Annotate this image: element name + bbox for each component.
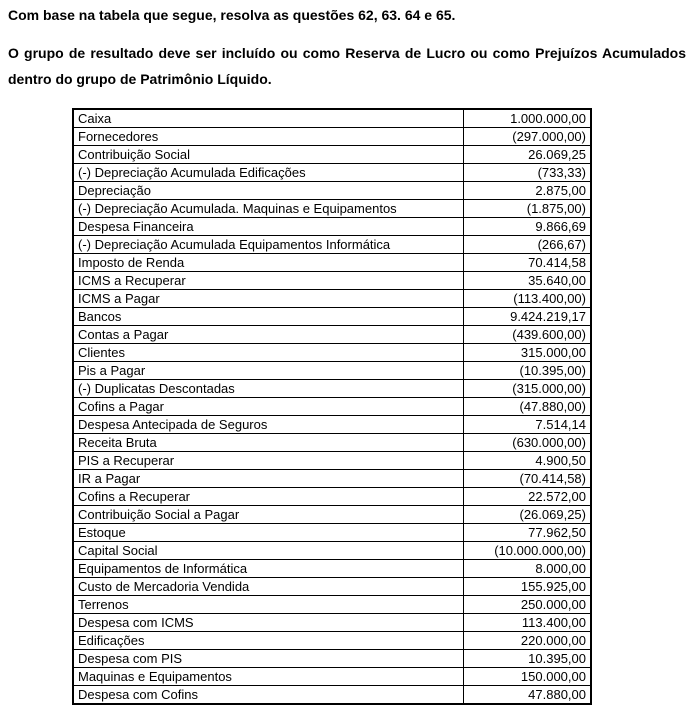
table-row: [73, 200, 591, 218]
account-value-cell: (10.395,00): [463, 362, 591, 380]
account-value-cell: 220.000,00: [463, 632, 591, 650]
account-value-cell: 22.572,00: [463, 488, 591, 506]
table-row: [73, 506, 591, 524]
account-name-cell: (-) Depreciação Acumulada Edificações: [73, 164, 463, 182]
account-name-cell: Equipamentos de Informática: [73, 560, 463, 578]
account-name-cell: Caixa: [73, 109, 463, 128]
account-name-cell: ICMS a Recuperar: [73, 272, 463, 290]
account-value-cell: (113.400,00): [463, 290, 591, 308]
account-value-cell: 35.640,00: [463, 272, 591, 290]
table-row: [73, 109, 591, 128]
account-name-cell: Contribuição Social a Pagar: [73, 506, 463, 524]
account-value-cell: 10.395,00: [463, 650, 591, 668]
account-value-cell: (10.000.000,00): [463, 542, 591, 560]
account-name-cell: Despesa com PIS: [73, 650, 463, 668]
account-value-cell: 77.962,50: [463, 524, 591, 542]
table-row: [73, 452, 591, 470]
table-row: [73, 542, 591, 560]
table-row: [73, 362, 591, 380]
table-row: [73, 308, 591, 326]
account-name-cell: Contribuição Social: [73, 146, 463, 164]
table-row: [73, 236, 591, 254]
table-row: [73, 578, 591, 596]
account-value-cell: 9.866,69: [463, 218, 591, 236]
table-row: [73, 146, 591, 164]
account-value-cell: (630.000,00): [463, 434, 591, 452]
account-name-cell: Receita Bruta: [73, 434, 463, 452]
table-row: [73, 470, 591, 488]
account-name-cell: (-) Depreciação Acumulada Equipamentos Informática: [73, 236, 463, 254]
account-name-cell: Despesa com ICMS: [73, 614, 463, 632]
account-value-cell: 113.400,00: [463, 614, 591, 632]
account-name-cell: PIS a Recuperar: [73, 452, 463, 470]
account-name-cell: IR a Pagar: [73, 470, 463, 488]
account-value-cell: (1.875,00): [463, 200, 591, 218]
accounts-table: [72, 108, 592, 705]
account-name-cell: Imposto de Renda: [73, 254, 463, 272]
account-name-cell: Cofins a Pagar: [73, 398, 463, 416]
table-row: [73, 128, 591, 146]
table-row: [73, 326, 591, 344]
account-name-cell: Clientes: [73, 344, 463, 362]
table-row: [73, 524, 591, 542]
account-name-cell: Estoque: [73, 524, 463, 542]
account-value-cell: 150.000,00: [463, 668, 591, 686]
account-name-cell: Capital Social: [73, 542, 463, 560]
account-value-cell: 26.069,25: [463, 146, 591, 164]
account-name-cell: Contas a Pagar: [73, 326, 463, 344]
table-row: [73, 632, 591, 650]
account-value-cell: (297.000,00): [463, 128, 591, 146]
account-value-cell: 250.000,00: [463, 596, 591, 614]
table-row: [73, 416, 591, 434]
intro-paragraph-2: O grupo de resultado deve ser incluído ou como Reserva de Lucro ou como Prejuízos Acumulados dentro do grupo de Patrimônio Líquido.: [8, 45, 686, 87]
account-name-cell: Despesa Financeira: [73, 218, 463, 236]
account-value-cell: 8.000,00: [463, 560, 591, 578]
account-value-cell: 4.900,50: [463, 452, 591, 470]
account-value-cell: (47.880,00): [463, 398, 591, 416]
account-value-cell: 7.514,14: [463, 416, 591, 434]
table-row: [73, 614, 591, 632]
account-value-cell: (315.000,00): [463, 380, 591, 398]
table-row: [73, 398, 591, 416]
account-value-cell: (70.414,58): [463, 470, 591, 488]
account-value-cell: (26.069,25): [463, 506, 591, 524]
table-row: [73, 272, 591, 290]
account-value-cell: 315.000,00: [463, 344, 591, 362]
table-row: [73, 164, 591, 182]
account-name-cell: ICMS a Pagar: [73, 290, 463, 308]
table-row: [73, 344, 591, 362]
intro-paragraph-1: Com base na tabela que segue, resolva as questões 62, 63. 64 e 65.: [8, 7, 456, 23]
account-value-cell: (439.600,00): [463, 326, 591, 344]
table-row: [73, 380, 591, 398]
accounts-table-body: [73, 109, 591, 704]
table-row: [73, 254, 591, 272]
account-value-cell: (266,67): [463, 236, 591, 254]
account-value-cell: 47.880,00: [463, 686, 591, 705]
account-name-cell: Custo de Mercadoria Vendida: [73, 578, 463, 596]
account-name-cell: (-) Depreciação Acumulada. Maquinas e Equipamentos: [73, 200, 463, 218]
account-name-cell: Terrenos: [73, 596, 463, 614]
account-value-cell: 2.875,00: [463, 182, 591, 200]
account-name-cell: Despesa com Cofins: [73, 686, 463, 705]
table-row: [73, 596, 591, 614]
account-name-cell: (-) Duplicatas Descontadas: [73, 380, 463, 398]
table-row: [73, 218, 591, 236]
account-value-cell: (733,33): [463, 164, 591, 182]
table-row: [73, 182, 591, 200]
account-name-cell: Pis a Pagar: [73, 362, 463, 380]
table-row: [73, 434, 591, 452]
account-value-cell: 9.424.219,17: [463, 308, 591, 326]
account-value-cell: 70.414,58: [463, 254, 591, 272]
table-row: [73, 650, 591, 668]
table-row: [73, 668, 591, 686]
account-value-cell: 155.925,00: [463, 578, 591, 596]
table-row: [73, 686, 591, 705]
table-row: [73, 488, 591, 506]
account-value-cell: 1.000.000,00: [463, 109, 591, 128]
account-name-cell: Edificações: [73, 632, 463, 650]
account-name-cell: Maquinas e Equipamentos: [73, 668, 463, 686]
table-row: [73, 290, 591, 308]
account-name-cell: Bancos: [73, 308, 463, 326]
account-name-cell: Cofins a Recuperar: [73, 488, 463, 506]
account-name-cell: Depreciação: [73, 182, 463, 200]
account-name-cell: Fornecedores: [73, 128, 463, 146]
table-row: [73, 560, 591, 578]
account-name-cell: Despesa Antecipada de Seguros: [73, 416, 463, 434]
